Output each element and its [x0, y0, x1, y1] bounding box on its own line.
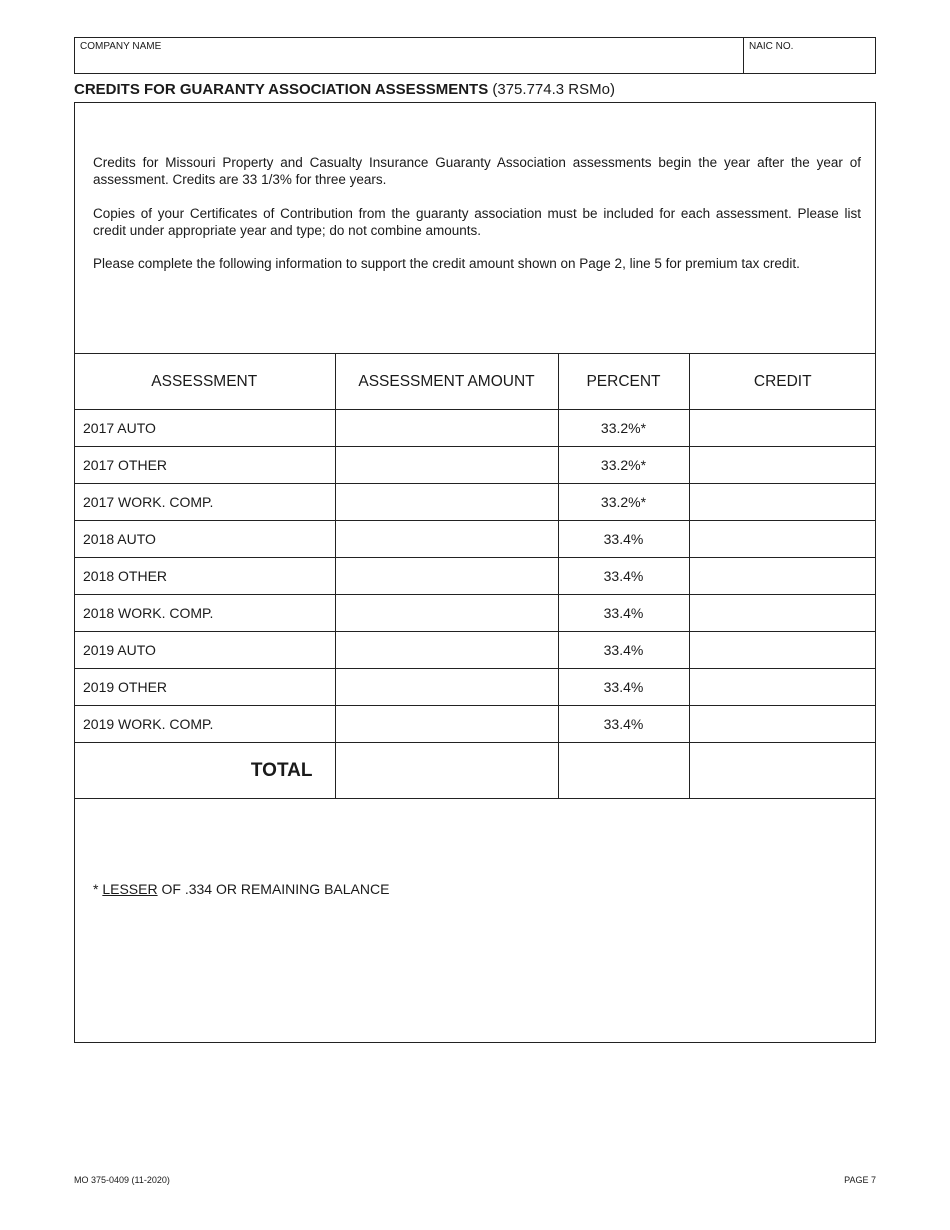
header-percent: PERCENT: [558, 354, 689, 410]
percent-value: 33.4%: [558, 669, 689, 706]
assessment-amount-cell[interactable]: [335, 410, 558, 447]
assessment-name: 2017 OTHER: [74, 447, 335, 484]
percent-value: 33.2%*: [558, 410, 689, 447]
instruction-paragraph-3: Please complete the following information to support the credit amount shown on Page 2, line 5 for premium tax credit.: [93, 256, 800, 271]
table-row: [74, 410, 876, 447]
table-header-row: [74, 354, 876, 410]
percent-value: 33.4%: [558, 521, 689, 558]
form-id: MO 375-0409 (11-2020): [74, 1175, 170, 1185]
company-header: [74, 37, 876, 74]
table-row: [74, 632, 876, 669]
credit-cell[interactable]: [689, 558, 876, 595]
assessment-amount-cell[interactable]: [335, 521, 558, 558]
total-label: TOTAL: [74, 743, 335, 799]
percent-value: 33.4%: [558, 706, 689, 743]
assessment-amount-input[interactable]: [336, 447, 558, 483]
credit-cell[interactable]: [689, 484, 876, 521]
total-row: [74, 743, 876, 799]
percent-value: 33.2%*: [558, 484, 689, 521]
assessment-amount-input[interactable]: [336, 595, 558, 631]
percent-value: 33.4%: [558, 595, 689, 632]
credit-input[interactable]: [690, 706, 877, 742]
instruction-paragraph-1: Credits for Missouri Property and Casualty Insurance Guaranty Association assessments begin the year after the year of assessment. Credits are 33 1/3% for three years.: [93, 155, 861, 187]
assessment-amount-cell[interactable]: [335, 706, 558, 743]
title-bold: CREDITS FOR GUARANTY ASSOCIATION ASSESSMENTS: [74, 81, 489, 98]
instruction-paragraph-2: Copies of your Certificates of Contribution from the guaranty association must be included for each assessment. Please list credit under appropriate year and type; do not combine amounts.: [93, 206, 861, 238]
table-row: [74, 669, 876, 706]
credit-cell[interactable]: [689, 669, 876, 706]
total-percent-input[interactable]: [559, 743, 689, 798]
credit-cell[interactable]: [689, 410, 876, 447]
credit-cell[interactable]: [689, 595, 876, 632]
percent-value: 33.2%*: [558, 447, 689, 484]
table-row: [74, 558, 876, 595]
total-percent-cell[interactable]: [558, 743, 689, 799]
total-amount-cell[interactable]: [335, 743, 558, 799]
credit-cell[interactable]: [689, 521, 876, 558]
percent-value: 33.4%: [558, 558, 689, 595]
assessment-name: 2018 WORK. COMP.: [74, 595, 335, 632]
credit-cell[interactable]: [689, 632, 876, 669]
assessment-name: 2018 OTHER: [74, 558, 335, 595]
table-row: [74, 447, 876, 484]
assessment-name: 2019 WORK. COMP.: [74, 706, 335, 743]
page-number: PAGE 7: [844, 1175, 876, 1185]
credit-input[interactable]: [690, 558, 877, 594]
footnote: [93, 881, 389, 897]
total-credit-cell[interactable]: [689, 743, 876, 799]
credit-input[interactable]: [690, 669, 877, 705]
assessment-amount-input[interactable]: [336, 484, 558, 520]
naic-box: [744, 38, 875, 73]
assessment-amount-cell[interactable]: [335, 595, 558, 632]
credit-input[interactable]: [690, 521, 877, 557]
credit-input[interactable]: [690, 447, 877, 483]
percent-value: 33.4%: [558, 632, 689, 669]
credit-input[interactable]: [690, 595, 877, 631]
header-credit: CREDIT: [689, 354, 876, 410]
company-name-input[interactable]: [80, 55, 738, 71]
table-row: [74, 595, 876, 632]
footnote-underlined: LESSER: [102, 881, 158, 897]
credit-input[interactable]: [690, 632, 877, 668]
assessment-amount-input[interactable]: [336, 521, 558, 557]
footnote-rest: OF .334 OR REMAINING BALANCE: [157, 881, 390, 897]
assessment-amount-input[interactable]: [336, 669, 558, 705]
naic-label: NAIC NO.: [749, 41, 794, 52]
assessment-amount-cell[interactable]: [335, 558, 558, 595]
total-amount-input[interactable]: [336, 743, 558, 798]
assessment-name: 2019 AUTO: [74, 632, 335, 669]
page-title: [74, 81, 615, 98]
header-assessment: ASSESSMENT: [74, 354, 335, 410]
assessment-amount-input[interactable]: [336, 706, 558, 742]
assessment-name: 2017 AUTO: [74, 410, 335, 447]
table-row: [74, 706, 876, 743]
assessment-name: 2018 AUTO: [74, 521, 335, 558]
header-assessment-amount: ASSESSMENT AMOUNT: [335, 354, 558, 410]
assessment-amount-input[interactable]: [336, 632, 558, 668]
naic-input[interactable]: [749, 55, 870, 71]
company-name-label: COMPANY NAME: [80, 41, 162, 52]
assessment-name: 2017 WORK. COMP.: [74, 484, 335, 521]
assessment-name: 2019 OTHER: [74, 669, 335, 706]
assessment-amount-input[interactable]: [336, 558, 558, 594]
assessment-amount-cell[interactable]: [335, 669, 558, 706]
assessment-amount-input[interactable]: [336, 410, 558, 446]
footnote-prefix: *: [93, 881, 103, 897]
table-row: [74, 521, 876, 558]
credit-cell[interactable]: [689, 706, 876, 743]
total-credit-input[interactable]: [690, 743, 877, 798]
company-name-box: [75, 38, 744, 73]
credit-input[interactable]: [690, 410, 877, 446]
assessment-amount-cell[interactable]: [335, 484, 558, 521]
credit-cell[interactable]: [689, 447, 876, 484]
table-row: [74, 484, 876, 521]
assessment-table: [74, 353, 876, 799]
title-statute: (375.774.3 RSMo): [492, 81, 615, 98]
assessment-amount-cell[interactable]: [335, 447, 558, 484]
credit-input[interactable]: [690, 484, 877, 520]
assessment-amount-cell[interactable]: [335, 632, 558, 669]
